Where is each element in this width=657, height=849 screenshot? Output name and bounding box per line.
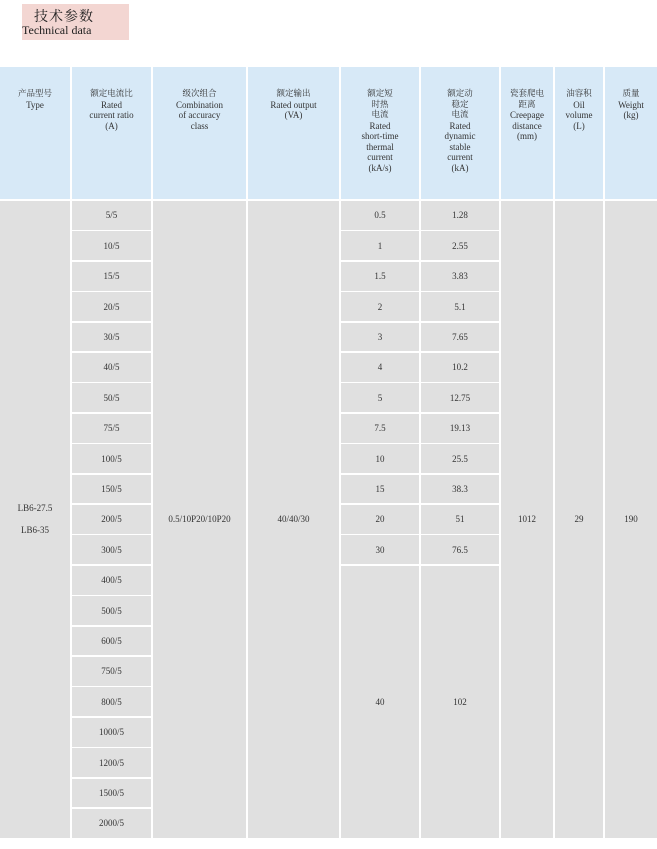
header-label-en: Weight [618,99,644,110]
header-label-en: current ratio [89,110,134,120]
thermal-cell: 1.5 [341,262,419,291]
header-label-cn: 质量 [622,89,640,99]
header-label-cn: 瓷套爬电 [509,89,544,99]
dynamic-cell: 25.5 [421,444,499,473]
header-label-en: Rated [369,120,391,131]
ratio-cell: 300/5 [72,535,151,564]
header-label-en: stable [449,141,471,152]
header-cell [501,67,553,199]
header-label-en: (mm) [517,131,537,141]
header-label-en: Creepage [510,110,544,120]
ratio-cell: 1200/5 [72,748,151,777]
ratio-cell: 2000/5 [72,809,151,838]
ratio-cell: 1000/5 [72,718,151,747]
dynamic-cell: 102 [421,566,499,838]
thermal-cell: 0.5 [341,201,419,230]
dynamic-cell: 2.55 [421,231,499,260]
header-label-cn: 油容积 [566,89,592,99]
header-label-en: (L) [573,120,585,131]
title-en: Technical data [22,23,92,37]
ratio-cell: 10/5 [72,231,151,260]
ratio-cell: 75/5 [72,414,151,443]
header-label-en: class [190,120,209,131]
header-label-cn: 额定短 [367,89,393,99]
accuracy-cell: 0.5/10P20/10P20 [153,201,246,838]
header-label-cn: 级次组合 [182,89,217,99]
dynamic-cell: 51 [421,505,499,534]
header-label-en: current [367,152,393,162]
ratio-cell: 50/5 [72,383,151,412]
dynamic-cell: 5.1 [421,292,499,321]
thermal-cell: 1 [341,231,419,260]
ratio-cell: 800/5 [72,687,151,716]
header-cell [605,67,657,199]
ratio-cell: 500/5 [72,596,151,625]
header-cell [153,67,246,199]
ratio-cell: 150/5 [72,475,151,504]
header-label-en: short-time [361,131,399,141]
dynamic-cell: 38.3 [421,475,499,504]
header-label-cn: 电流 [451,110,469,120]
dynamic-cell: 76.5 [421,535,499,564]
header-label-en: (kg) [623,110,639,120]
ratio-cell: 400/5 [72,566,151,595]
thermal-cell: 30 [341,535,419,564]
header-label-en: Rated output [270,99,317,110]
ratio-cell: 20/5 [72,292,151,321]
title-cn: 技术参数 [34,9,94,25]
ratio-cell: 200/5 [72,505,151,534]
header-label-en: Type [26,99,44,110]
header-label-en: Rated [449,120,471,131]
dynamic-cell: 3.83 [421,262,499,291]
dynamic-cell: 10.2 [421,353,499,382]
header-label-cn: 额定动 [447,89,473,99]
header-label-en: current [447,152,473,162]
header-label-en: Oil [573,99,585,110]
header-cell [0,67,70,199]
ratio-cell: 100/5 [72,444,151,473]
dynamic-cell: 1.28 [421,201,499,230]
creepage-cell: 1012 [501,201,553,838]
weight-cell: 190 [605,201,657,838]
header-cell [341,67,419,199]
oil-volume-cell: 29 [555,201,603,838]
type-value: LB6-35 [21,525,49,536]
ratio-cell: 40/5 [72,353,151,382]
ratio-cell: 1500/5 [72,779,151,808]
thermal-cell: 15 [341,475,419,504]
header-label-en: volume [565,110,593,120]
thermal-cell: 2 [341,292,419,321]
dynamic-cell: 7.65 [421,323,499,352]
header-label-cn: 额定电流比 [90,89,133,99]
header-cell [72,67,151,199]
dynamic-cell: 12.75 [421,383,499,412]
header-label-en: (kA/s) [368,162,392,173]
thermal-cell: 40 [341,566,419,838]
header-label-en: Rated [101,99,122,110]
header-cell [555,67,603,199]
header-label-en: dynamic [444,131,476,141]
header-label-cn: 产品型号 [17,89,52,99]
header-label-en: distance [512,120,542,131]
header-label-en: thermal [366,141,394,152]
thermal-cell: 5 [341,383,419,412]
thermal-cell: 20 [341,505,419,534]
header-label-cn: 距离 [518,99,536,110]
header-label-en: (A) [105,120,118,131]
header-label-cn: 额定输出 [276,89,311,99]
thermal-cell: 7.5 [341,414,419,443]
ratio-cell: 750/5 [72,657,151,686]
header-label-cn: 时热 [371,99,389,110]
header-label-cn: 电流 [371,110,389,120]
dynamic-cell: 19.13 [421,414,499,443]
header-label-en: Combination [176,99,223,110]
output-cell: 40/40/30 [248,201,339,838]
ratio-cell: 600/5 [72,627,151,656]
header-label-en: of accuracy [178,110,221,120]
header-cell [421,67,499,199]
thermal-cell: 4 [341,353,419,382]
header-label-en: (VA) [284,110,303,120]
type-cell [0,201,70,838]
ratio-cell: 15/5 [72,262,151,291]
ratio-cell: 5/5 [72,201,151,230]
type-value: LB6-27.5 [17,503,53,514]
thermal-cell: 10 [341,444,419,473]
header-label-cn: 稳定 [451,99,469,110]
header-cell [248,67,339,199]
header-label-en: (kA) [451,162,469,173]
ratio-cell: 30/5 [72,323,151,352]
thermal-cell: 3 [341,323,419,352]
